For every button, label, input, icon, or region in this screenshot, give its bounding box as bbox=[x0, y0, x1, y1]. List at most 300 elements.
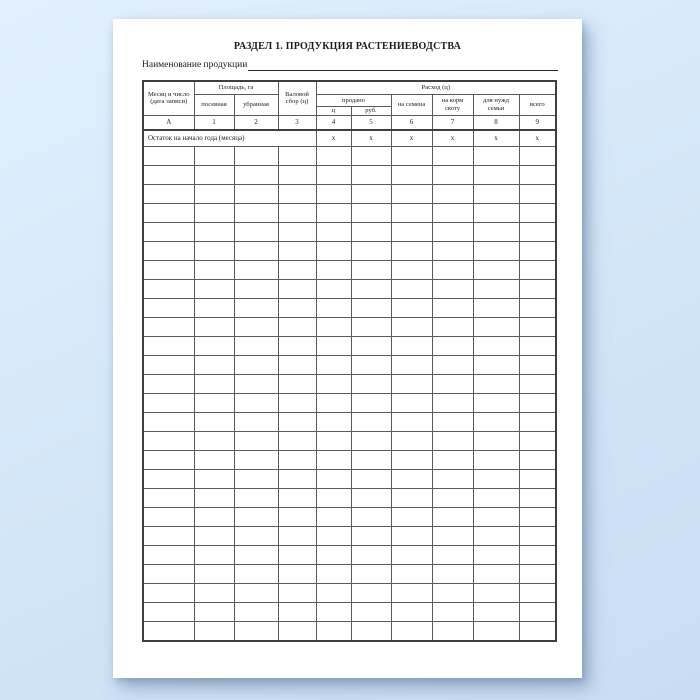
empty-cell bbox=[316, 526, 351, 545]
empty-cell bbox=[194, 336, 234, 355]
empty-cell bbox=[194, 488, 234, 507]
empty-cell bbox=[316, 355, 351, 374]
empty-row bbox=[143, 621, 556, 641]
empty-cell bbox=[316, 260, 351, 279]
empty-cell bbox=[316, 393, 351, 412]
col-index-6: 6 bbox=[391, 115, 432, 130]
document-page bbox=[113, 19, 582, 678]
empty-cell bbox=[391, 450, 432, 469]
empty-row bbox=[143, 241, 556, 260]
col-index-2: 2 bbox=[234, 115, 278, 130]
empty-cell bbox=[278, 583, 316, 602]
empty-cell bbox=[316, 488, 351, 507]
empty-cell bbox=[143, 526, 194, 545]
col-index-9: 9 bbox=[519, 115, 556, 130]
header-family-needs: для нужд семьи bbox=[473, 95, 519, 116]
empty-cell bbox=[432, 165, 473, 184]
empty-cell bbox=[351, 507, 391, 526]
empty-row bbox=[143, 222, 556, 241]
page-title: РАЗДЕЛ 1. ПРОДУКЦИЯ РАСТЕНИЕВОДСТВА bbox=[233, 41, 462, 52]
empty-row bbox=[143, 431, 556, 450]
empty-row bbox=[143, 355, 556, 374]
empty-cell bbox=[278, 602, 316, 621]
empty-cell bbox=[316, 583, 351, 602]
na-cell-seeds: х bbox=[391, 130, 432, 147]
empty-cell bbox=[316, 298, 351, 317]
empty-cell bbox=[143, 165, 194, 184]
empty-cell bbox=[432, 184, 473, 203]
empty-cell bbox=[519, 564, 556, 583]
empty-cell bbox=[234, 222, 278, 241]
empty-cell bbox=[316, 203, 351, 222]
empty-cell bbox=[194, 355, 234, 374]
empty-row bbox=[143, 203, 556, 222]
empty-cell bbox=[278, 279, 316, 298]
empty-cell bbox=[391, 279, 432, 298]
empty-cell bbox=[391, 241, 432, 260]
empty-cell bbox=[194, 374, 234, 393]
empty-cell bbox=[351, 241, 391, 260]
empty-cell bbox=[278, 355, 316, 374]
empty-cell bbox=[351, 469, 391, 488]
empty-cell bbox=[351, 184, 391, 203]
empty-cell bbox=[473, 374, 519, 393]
empty-cell bbox=[234, 431, 278, 450]
empty-cell bbox=[473, 412, 519, 431]
empty-cell bbox=[143, 317, 194, 336]
empty-cell bbox=[194, 412, 234, 431]
empty-cell bbox=[316, 317, 351, 336]
empty-cell bbox=[316, 507, 351, 526]
empty-cell bbox=[473, 241, 519, 260]
empty-row bbox=[143, 165, 556, 184]
empty-cell bbox=[351, 412, 391, 431]
na-cell-sold-rubles: х bbox=[351, 130, 391, 147]
empty-row bbox=[143, 298, 556, 317]
empty-cell bbox=[316, 412, 351, 431]
header-month-date: Месяц и число (дата записи) bbox=[143, 81, 194, 115]
empty-row bbox=[143, 146, 556, 165]
empty-cell bbox=[143, 203, 194, 222]
empty-cell bbox=[194, 545, 234, 564]
empty-cell bbox=[391, 469, 432, 488]
empty-cell bbox=[234, 260, 278, 279]
empty-row bbox=[143, 488, 556, 507]
empty-cell bbox=[473, 279, 519, 298]
empty-cell bbox=[519, 393, 556, 412]
empty-cell bbox=[234, 469, 278, 488]
empty-cell bbox=[391, 564, 432, 583]
empty-cell bbox=[391, 298, 432, 317]
empty-cell bbox=[278, 336, 316, 355]
empty-cell bbox=[391, 431, 432, 450]
header-livestock-feed: на корм скоту bbox=[432, 95, 473, 116]
empty-cell bbox=[143, 336, 194, 355]
empty-cell bbox=[194, 317, 234, 336]
empty-cell bbox=[432, 564, 473, 583]
empty-cell bbox=[432, 602, 473, 621]
empty-row bbox=[143, 564, 556, 583]
empty-cell bbox=[143, 298, 194, 317]
empty-cell bbox=[473, 298, 519, 317]
empty-cell bbox=[391, 336, 432, 355]
empty-cell bbox=[278, 621, 316, 641]
empty-cell bbox=[519, 431, 556, 450]
empty-cell bbox=[519, 621, 556, 641]
empty-cell bbox=[519, 583, 556, 602]
empty-cell bbox=[194, 450, 234, 469]
product-name-line bbox=[142, 59, 558, 71]
empty-cell bbox=[234, 450, 278, 469]
empty-cell bbox=[234, 317, 278, 336]
empty-cell bbox=[473, 222, 519, 241]
empty-cell bbox=[143, 564, 194, 583]
empty-cell bbox=[391, 260, 432, 279]
empty-cell bbox=[351, 526, 391, 545]
empty-row bbox=[143, 336, 556, 355]
empty-cell bbox=[473, 184, 519, 203]
empty-cell bbox=[234, 336, 278, 355]
empty-cell bbox=[143, 374, 194, 393]
empty-cell bbox=[473, 431, 519, 450]
empty-cell bbox=[278, 374, 316, 393]
empty-cell bbox=[278, 431, 316, 450]
empty-cell bbox=[519, 241, 556, 260]
empty-cell bbox=[351, 488, 391, 507]
empty-cell bbox=[473, 545, 519, 564]
empty-cell bbox=[278, 317, 316, 336]
empty-cell bbox=[143, 431, 194, 450]
empty-cell bbox=[391, 146, 432, 165]
empty-cell bbox=[432, 355, 473, 374]
header-sold-rubles: руб. bbox=[351, 107, 391, 116]
empty-cell bbox=[234, 279, 278, 298]
empty-cell bbox=[391, 488, 432, 507]
empty-cell bbox=[234, 355, 278, 374]
empty-cell bbox=[432, 507, 473, 526]
header-gross-yield: Валовой сбор (ц) bbox=[278, 81, 316, 115]
empty-cell bbox=[432, 298, 473, 317]
empty-cell bbox=[473, 488, 519, 507]
empty-cell bbox=[143, 602, 194, 621]
empty-cell bbox=[519, 222, 556, 241]
empty-cell bbox=[278, 507, 316, 526]
empty-cell bbox=[432, 431, 473, 450]
empty-cell bbox=[391, 526, 432, 545]
empty-cell bbox=[278, 412, 316, 431]
empty-cell bbox=[519, 184, 556, 203]
empty-cell bbox=[519, 450, 556, 469]
empty-cell bbox=[143, 545, 194, 564]
empty-cell bbox=[432, 336, 473, 355]
header-area-harvested: убранная bbox=[234, 95, 278, 116]
empty-cell bbox=[519, 374, 556, 393]
empty-cell bbox=[234, 146, 278, 165]
empty-cell bbox=[316, 222, 351, 241]
empty-cell bbox=[143, 355, 194, 374]
empty-row bbox=[143, 412, 556, 431]
empty-cell bbox=[316, 564, 351, 583]
empty-cell bbox=[473, 583, 519, 602]
empty-cell bbox=[143, 222, 194, 241]
col-index-1: 1 bbox=[194, 115, 234, 130]
na-cell-total: х bbox=[519, 130, 556, 147]
empty-cell bbox=[432, 469, 473, 488]
empty-cell bbox=[194, 260, 234, 279]
empty-cell bbox=[194, 241, 234, 260]
empty-cell bbox=[391, 393, 432, 412]
empty-cell bbox=[351, 393, 391, 412]
empty-cell bbox=[519, 469, 556, 488]
empty-cell bbox=[473, 165, 519, 184]
empty-cell bbox=[519, 260, 556, 279]
header-expense-group: Расход (ц) bbox=[316, 81, 556, 95]
empty-cell bbox=[234, 564, 278, 583]
empty-cell bbox=[519, 507, 556, 526]
empty-cell bbox=[234, 165, 278, 184]
empty-cell bbox=[278, 526, 316, 545]
empty-row bbox=[143, 317, 556, 336]
empty-cell bbox=[194, 621, 234, 641]
empty-cell bbox=[234, 545, 278, 564]
empty-cell bbox=[194, 393, 234, 412]
empty-cell bbox=[194, 165, 234, 184]
empty-cell bbox=[432, 526, 473, 545]
empty-cell bbox=[143, 507, 194, 526]
empty-cell bbox=[519, 526, 556, 545]
col-index-7: 7 bbox=[432, 115, 473, 130]
empty-cell bbox=[143, 488, 194, 507]
empty-cell bbox=[391, 374, 432, 393]
empty-cell bbox=[519, 165, 556, 184]
empty-cell bbox=[351, 336, 391, 355]
empty-cell bbox=[351, 374, 391, 393]
empty-cell bbox=[432, 545, 473, 564]
empty-cell bbox=[432, 488, 473, 507]
empty-cell bbox=[194, 203, 234, 222]
col-index-a: А bbox=[143, 115, 194, 130]
empty-cell bbox=[473, 336, 519, 355]
empty-row bbox=[143, 526, 556, 545]
empty-row bbox=[143, 507, 556, 526]
empty-cell bbox=[391, 317, 432, 336]
empty-cell bbox=[351, 260, 391, 279]
empty-cell bbox=[432, 317, 473, 336]
empty-cell bbox=[519, 602, 556, 621]
empty-cell bbox=[519, 545, 556, 564]
col-index-4: 4 bbox=[316, 115, 351, 130]
col-index-8: 8 bbox=[473, 115, 519, 130]
empty-cell bbox=[194, 222, 234, 241]
empty-cell bbox=[519, 146, 556, 165]
empty-cell bbox=[143, 469, 194, 488]
empty-cell bbox=[391, 203, 432, 222]
col-index-5: 5 bbox=[351, 115, 391, 130]
empty-cell bbox=[234, 526, 278, 545]
empty-cell bbox=[432, 412, 473, 431]
empty-cell bbox=[316, 241, 351, 260]
empty-cell bbox=[351, 450, 391, 469]
empty-cell bbox=[473, 564, 519, 583]
empty-cell bbox=[194, 298, 234, 317]
empty-cell bbox=[234, 184, 278, 203]
empty-row bbox=[143, 184, 556, 203]
empty-cell bbox=[432, 222, 473, 241]
empty-row bbox=[143, 279, 556, 298]
empty-cell bbox=[316, 450, 351, 469]
empty-cell bbox=[432, 621, 473, 641]
empty-cell bbox=[278, 488, 316, 507]
empty-cell bbox=[234, 412, 278, 431]
empty-cell bbox=[316, 184, 351, 203]
empty-cell bbox=[194, 279, 234, 298]
empty-cell bbox=[194, 146, 234, 165]
empty-cell bbox=[143, 583, 194, 602]
empty-cell bbox=[391, 165, 432, 184]
empty-cell bbox=[432, 583, 473, 602]
empty-cell bbox=[519, 488, 556, 507]
empty-cell bbox=[316, 602, 351, 621]
empty-cell bbox=[194, 526, 234, 545]
empty-cell bbox=[519, 279, 556, 298]
empty-cell bbox=[473, 469, 519, 488]
empty-cell bbox=[316, 374, 351, 393]
empty-cell bbox=[351, 279, 391, 298]
opening-balance-label: Остаток на начало года (месяца) bbox=[143, 130, 316, 147]
empty-cell bbox=[473, 203, 519, 222]
empty-cell bbox=[351, 564, 391, 583]
empty-cell bbox=[519, 317, 556, 336]
header-sold-centners: ц bbox=[316, 107, 351, 116]
empty-cell bbox=[391, 355, 432, 374]
empty-cell bbox=[432, 146, 473, 165]
empty-cell bbox=[391, 507, 432, 526]
empty-cell bbox=[234, 374, 278, 393]
empty-row bbox=[143, 374, 556, 393]
na-cell-sold-centners: х bbox=[316, 130, 351, 147]
empty-cell bbox=[351, 146, 391, 165]
empty-cell bbox=[278, 260, 316, 279]
empty-cell bbox=[143, 450, 194, 469]
empty-cell bbox=[432, 279, 473, 298]
empty-row bbox=[143, 393, 556, 412]
empty-cell bbox=[194, 431, 234, 450]
empty-cell bbox=[194, 583, 234, 602]
empty-cell bbox=[316, 545, 351, 564]
empty-cell bbox=[143, 260, 194, 279]
empty-cell bbox=[391, 583, 432, 602]
empty-cell bbox=[432, 260, 473, 279]
crop-production-table bbox=[142, 80, 557, 642]
empty-cell bbox=[234, 298, 278, 317]
empty-cell bbox=[351, 621, 391, 641]
empty-cell bbox=[143, 393, 194, 412]
empty-cell bbox=[278, 298, 316, 317]
empty-cell bbox=[432, 450, 473, 469]
empty-cell bbox=[519, 355, 556, 374]
empty-cell bbox=[278, 165, 316, 184]
empty-row bbox=[143, 260, 556, 279]
empty-cell bbox=[194, 469, 234, 488]
empty-cell bbox=[143, 621, 194, 641]
empty-cell bbox=[278, 146, 316, 165]
opening-balance-row bbox=[143, 130, 556, 147]
empty-cell bbox=[351, 203, 391, 222]
column-index-row bbox=[143, 115, 556, 130]
empty-cell bbox=[351, 545, 391, 564]
empty-cell bbox=[278, 545, 316, 564]
empty-cell bbox=[473, 317, 519, 336]
empty-cell bbox=[278, 203, 316, 222]
empty-cell bbox=[194, 602, 234, 621]
empty-cell bbox=[234, 602, 278, 621]
empty-cell bbox=[234, 621, 278, 641]
empty-cell bbox=[316, 279, 351, 298]
empty-cell bbox=[351, 355, 391, 374]
empty-cell bbox=[432, 241, 473, 260]
empty-cell bbox=[351, 602, 391, 621]
product-name-label: Наименование продукции bbox=[142, 59, 248, 70]
empty-cell bbox=[519, 336, 556, 355]
empty-cell bbox=[316, 469, 351, 488]
empty-cell bbox=[234, 488, 278, 507]
header-total: всего bbox=[519, 95, 556, 116]
empty-cell bbox=[432, 393, 473, 412]
empty-cell bbox=[473, 450, 519, 469]
empty-cell bbox=[519, 203, 556, 222]
empty-cell bbox=[278, 469, 316, 488]
empty-cell bbox=[391, 184, 432, 203]
empty-cell bbox=[278, 184, 316, 203]
empty-row bbox=[143, 545, 556, 564]
table-body bbox=[143, 130, 556, 641]
empty-cell bbox=[278, 450, 316, 469]
empty-cell bbox=[391, 545, 432, 564]
empty-row bbox=[143, 583, 556, 602]
empty-cell bbox=[473, 355, 519, 374]
empty-row bbox=[143, 602, 556, 621]
empty-cell bbox=[351, 583, 391, 602]
col-index-3: 3 bbox=[278, 115, 316, 130]
empty-cell bbox=[143, 279, 194, 298]
na-cell-livestock-feed: х bbox=[432, 130, 473, 147]
product-name-blank-field bbox=[248, 59, 558, 71]
empty-cell bbox=[316, 146, 351, 165]
empty-cell bbox=[194, 507, 234, 526]
empty-cell bbox=[473, 260, 519, 279]
empty-cell bbox=[316, 336, 351, 355]
empty-cell bbox=[278, 393, 316, 412]
header-seeds: на семена bbox=[391, 95, 432, 116]
empty-cell bbox=[519, 412, 556, 431]
empty-cell bbox=[391, 412, 432, 431]
empty-cell bbox=[234, 393, 278, 412]
empty-cell bbox=[278, 241, 316, 260]
empty-cell bbox=[316, 431, 351, 450]
empty-cell bbox=[143, 241, 194, 260]
empty-cell bbox=[473, 146, 519, 165]
empty-cell bbox=[234, 203, 278, 222]
empty-cell bbox=[143, 146, 194, 165]
empty-row bbox=[143, 469, 556, 488]
empty-cell bbox=[316, 165, 351, 184]
header-area-sown: посевная bbox=[194, 95, 234, 116]
empty-cell bbox=[473, 621, 519, 641]
empty-cell bbox=[473, 393, 519, 412]
na-cell-family-needs: х bbox=[473, 130, 519, 147]
empty-cell bbox=[432, 203, 473, 222]
empty-cell bbox=[391, 621, 432, 641]
